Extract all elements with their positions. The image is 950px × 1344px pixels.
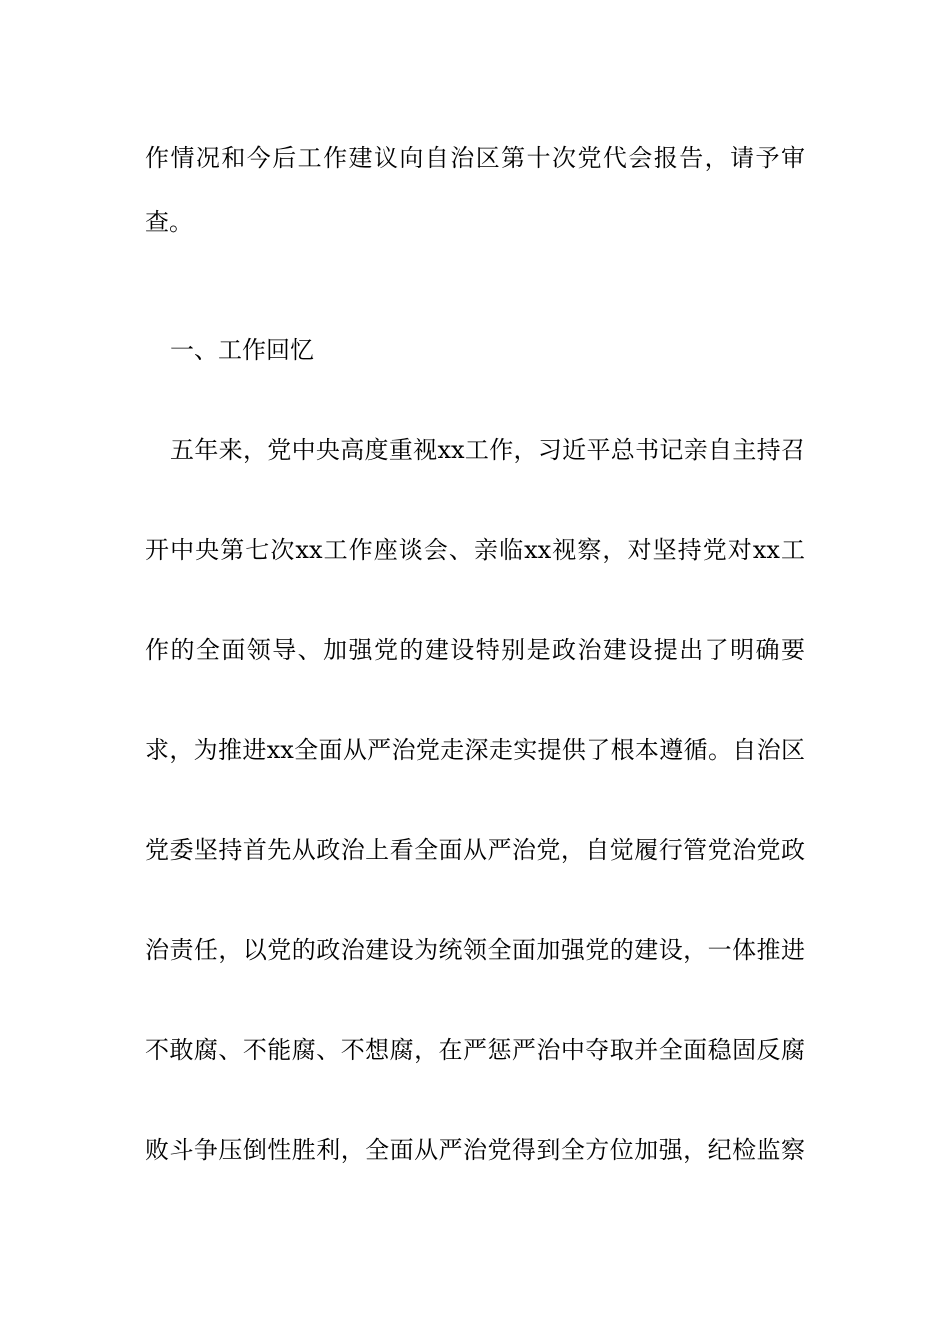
paragraph-line: 不敢腐、不能腐、不想腐，在严惩严治中夺取并全面稳固反腐 xyxy=(145,1036,805,1064)
paragraph-line: 治责任，以党的政治建设为统领全面加强党的建设，一体推进 xyxy=(145,936,805,964)
paragraph-line: 作情况和今后工作建议向自治区第十次党代会报告，请予审 xyxy=(145,144,805,172)
paragraph-line: 败斗争压倒性胜利，全面从严治党得到全方位加强，纪检监察 xyxy=(145,1136,805,1164)
paragraph-line: 开中央第七次xx工作座谈会、亲临xx视察，对坚持党对xx工 xyxy=(145,536,805,564)
paragraph-line: 查。 xyxy=(145,208,193,236)
paragraph-line: 党委坚持首先从政治上看全面从严治党，自觉履行管党治党政 xyxy=(145,836,805,864)
section-heading: 一、工作回忆 xyxy=(170,336,314,364)
paragraph-line: 作的全面领导、加强党的建设特别是政治建设提出了明确要 xyxy=(145,636,805,664)
paragraph-line: 五年来，党中央高度重视xx工作，习近平总书记亲自主持召 xyxy=(170,436,805,464)
paragraph-line: 求，为推进xx全面从严治党走深走实提供了根本遵循。自治区 xyxy=(145,736,805,764)
